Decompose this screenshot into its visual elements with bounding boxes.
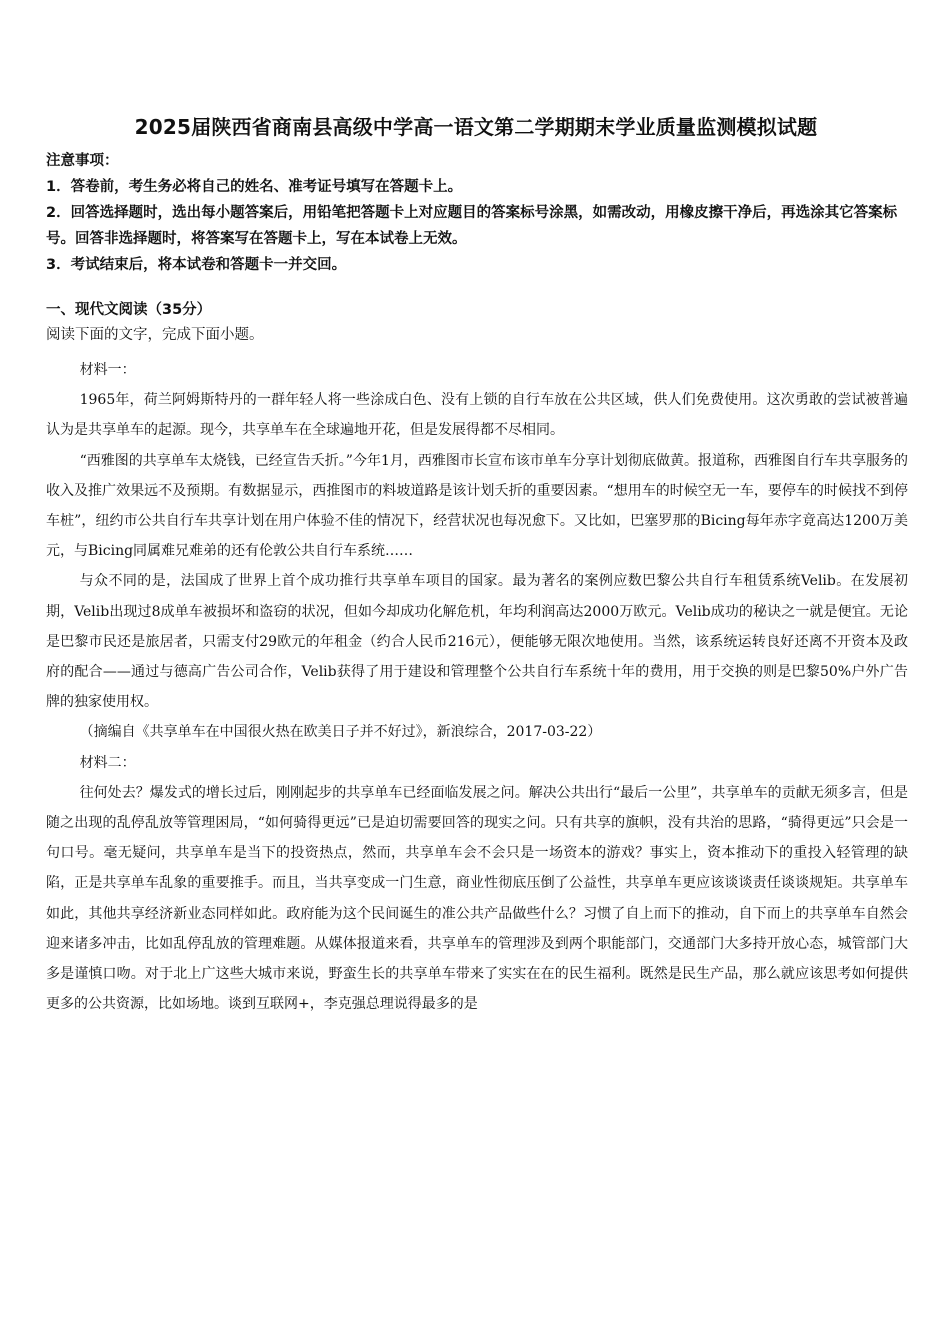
material-label: 材料一： [79,362,136,378]
passage-paragraph: 1965年，荷兰阿姆斯特丹的一群年轻人将一些涂成白色、没有上锁的自行车放在公共区域，供人们免费使用。这次勇敢的尝试被普遍认为是共享单车的起源。现今，共享单车在全球遍地开花，但是发展得都不尽相同。 [46,392,908,439]
reading-passage [46,355,908,1019]
page-title: 2025届陕西省商南县高级中学高一语文第二学期期末学业质量监测模拟试题 [134,115,818,139]
notice-item: 2．回答选择题时，选出每小题答案后，用铅笔把答题卡上对应题目的答案标号涂黑，如需改动，用橡皮擦干净后，再选涂其它答案标号。回答非选择题时，将答案写在答题卡上，写在本试卷上无效。 [46,205,898,247]
notice-item: 3．考试结束后，将本试卷和答题卡一并交回。 [46,257,347,273]
notice-heading: 注意事项： [46,153,119,169]
section-instruction: 阅读下面的文字，完成下面小题。 [46,327,264,343]
passage-paragraph: 与众不同的是，法国成了世界上首个成功推行共享单车项目的国家。最为著名的案例应数巴黎公共自行车租赁系统Velib。在发展初期，Velib出现过8成单车被损坏和盗窃的状况，但如今却成功化解危机，年均利润高达2000万欧元。Velib成功的秘诀之一就是便宜。无论是巴黎市民还是旅居者，只需支付29欧元的年租金（约合人民币216元），便能够无限次地使用。当然，该系统运转良好还离不开资本及政府的配合——通过与德高广告公司合作，Velib获得了用于建设和管理整个公共自行车系统十年的费用，用于交换的则是巴黎50%户外广告牌的独家使用权。 [46,573,908,711]
material-label: 材料二： [79,754,136,771]
source-citation: （摘编自《共享单车在中国很火热在欧美日子并不好过》，新浪综合，2017-03-22） [79,724,602,741]
passage-paragraph: 往何处去？爆发式的增长过后，刚刚起步的共享单车已经面临发展之问。解决公共出行“最后一公里”，共享单车的贡献无须多言，但是随之出现的乱停乱放等管理困局，“如何骑得更远”已是迫切需要回答的现实之问。只有共享的旗帜，没有共治的思路，“骑得更远”只会是一句口号。毫无疑问，共享单车是当下的投资热点，然而，共享单车会不会只是一场资本的游戏？事实上，资本推动下的重投入轻管理的缺陷，正是共享单车乱象的重要推手。而且，当共享变成一门生意，商业性彻底压倒了公益性，共享单车更应该谈谈责任谈谈规矩。共享单车如此，其他共享经济新业态同样如此。政府能为这个民间诞生的准公共产品做些什么？习惯了自上而下的推动，自下而上的共享单车自然会迎来诸多冲击，比如乱停乱放的管理难题。从媒体报道来看，共享单车的管理涉及到两个职能部门，交通部门大多持开放心态，城管部门大多是谨慎口吻。对于北上广这些大城市来说，野蛮生长的共享单车带来了实实在在的民生福利。既然是民生产品，那么就应该思考如何提供更多的公共资源，比如场地。谈到互联网+，李克强总理说得最多的是 [46,784,908,1013]
passage-paragraph: “西雅图的共享单车太烧钱，已经宣告夭折。”今年1月，西雅图市长宣布该市单车分享计划彻底做黄。报道称，西雅图自行车共享服务的收入及推广效果远不及预期。有数据显示，西推图市的料坡道路是该计划夭折的重要因素。“想用车的时候空无一车，要停车的时候找不到停车桩”，纽约市公共自行车共享计划在用户体验不佳的情况下，经营状况也每况愈下。又比如，巴塞罗那的Bicing每年赤字竟高达1200万美元，与Bicing同属难兄难弟的还有伦敦公共自行车系统…… [46,452,908,560]
section-heading: 一、现代文阅读（35分） [46,302,212,318]
notice-item: 1．答卷前，考生务必将自己的姓名、准考证号填写在答题卡上。 [46,179,463,195]
notice-block [46,148,908,278]
